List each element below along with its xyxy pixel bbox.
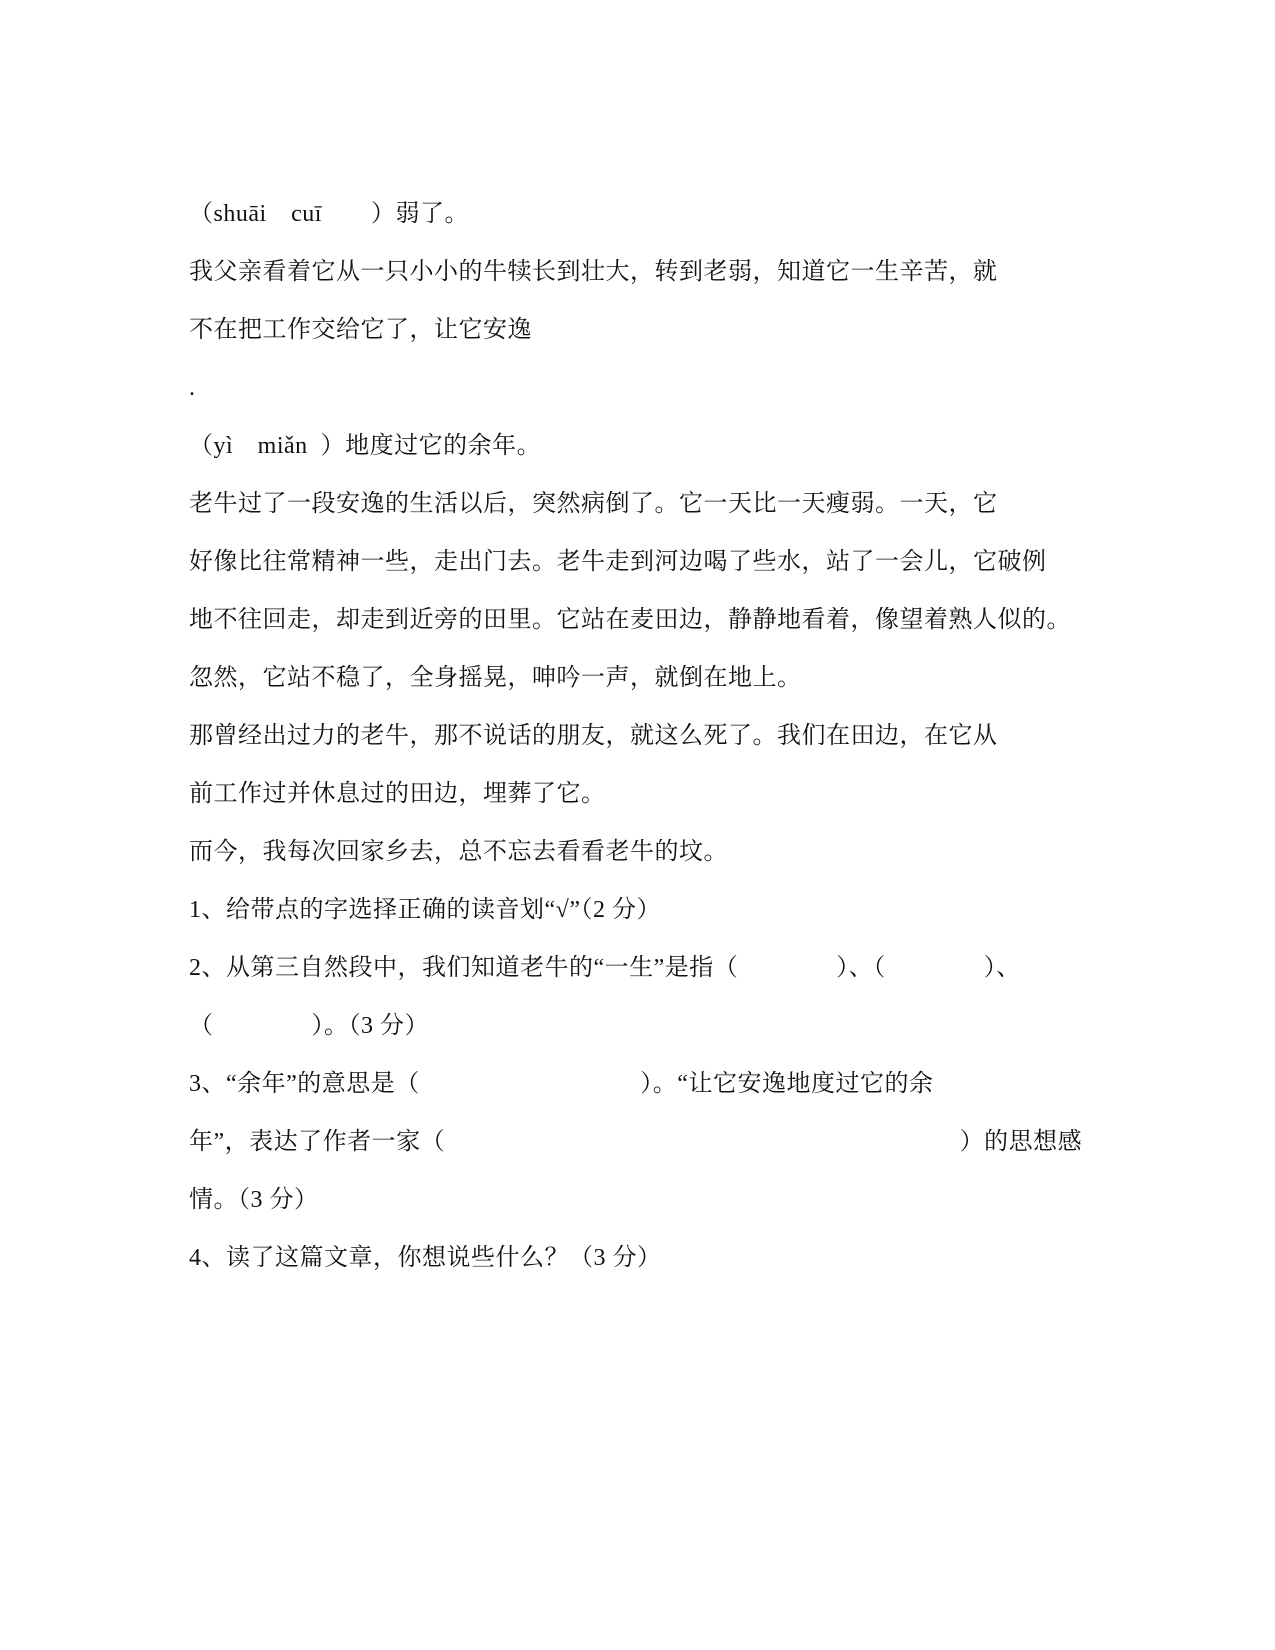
text-line-11: 前工作过并休息过的田边，埋葬了它。 xyxy=(189,781,606,807)
text-line-2: 我父亲看着它从一只小小的牛犊长到壮大，转到老弱，知道它一生辛苦，就 xyxy=(189,259,998,285)
text-line-8: 地不往回走，却走到近旁的田里。它站在麦田边，静静地看着，像望着熟人似的。 xyxy=(189,607,1071,633)
question-1: 1、给带点的字选择正确的读音划“√”（2 分） xyxy=(189,897,661,923)
question-3-continued: 年”，表达了作者一家（ ）的思想感 xyxy=(189,1129,1083,1155)
text-line-7: 好像比往常精神一些，走出门去。老牛走到河边喝了些水，站了一会儿，它破例 xyxy=(189,549,1047,575)
text-line-12: 而今，我每次回家乡去，总不忘去看看老牛的坟。 xyxy=(189,839,728,865)
text-line-5: （yì miǎn ）地度过它的余年。 xyxy=(189,433,542,459)
text-line-1: （shuāi cuī ）弱了。 xyxy=(189,201,469,227)
text-line-9: 忽然，它站不稳了，全身摇晃，呻吟一声，就倒在地上。 xyxy=(189,665,802,691)
question-4: 4、读了这篇文章，你想说些什么？（3 分） xyxy=(189,1245,662,1271)
question-3-end: 情。（3 分） xyxy=(189,1187,319,1213)
text-line-6: 老牛过了一段安逸的生活以后，突然病倒了。它一天比一天瘦弱。一天，它 xyxy=(189,491,998,517)
question-2: 2、从第三自然段中，我们知道老牛的“一生”是指（ ）、（ ）、 xyxy=(189,955,1021,981)
text-line-10: 那曾经出过力的老牛，那不说话的朋友，就这么死了。我们在田边，在它从 xyxy=(189,723,998,749)
question-3: 3、“余年”的意思是（ ）。“让它安逸地度过它的余 xyxy=(189,1071,934,1097)
text-line-3: 不在把工作交给它了，让它安逸 xyxy=(189,317,532,343)
text-line-4: . xyxy=(189,375,196,401)
question-2-continued: （ ）。（3 分） xyxy=(189,1013,429,1039)
